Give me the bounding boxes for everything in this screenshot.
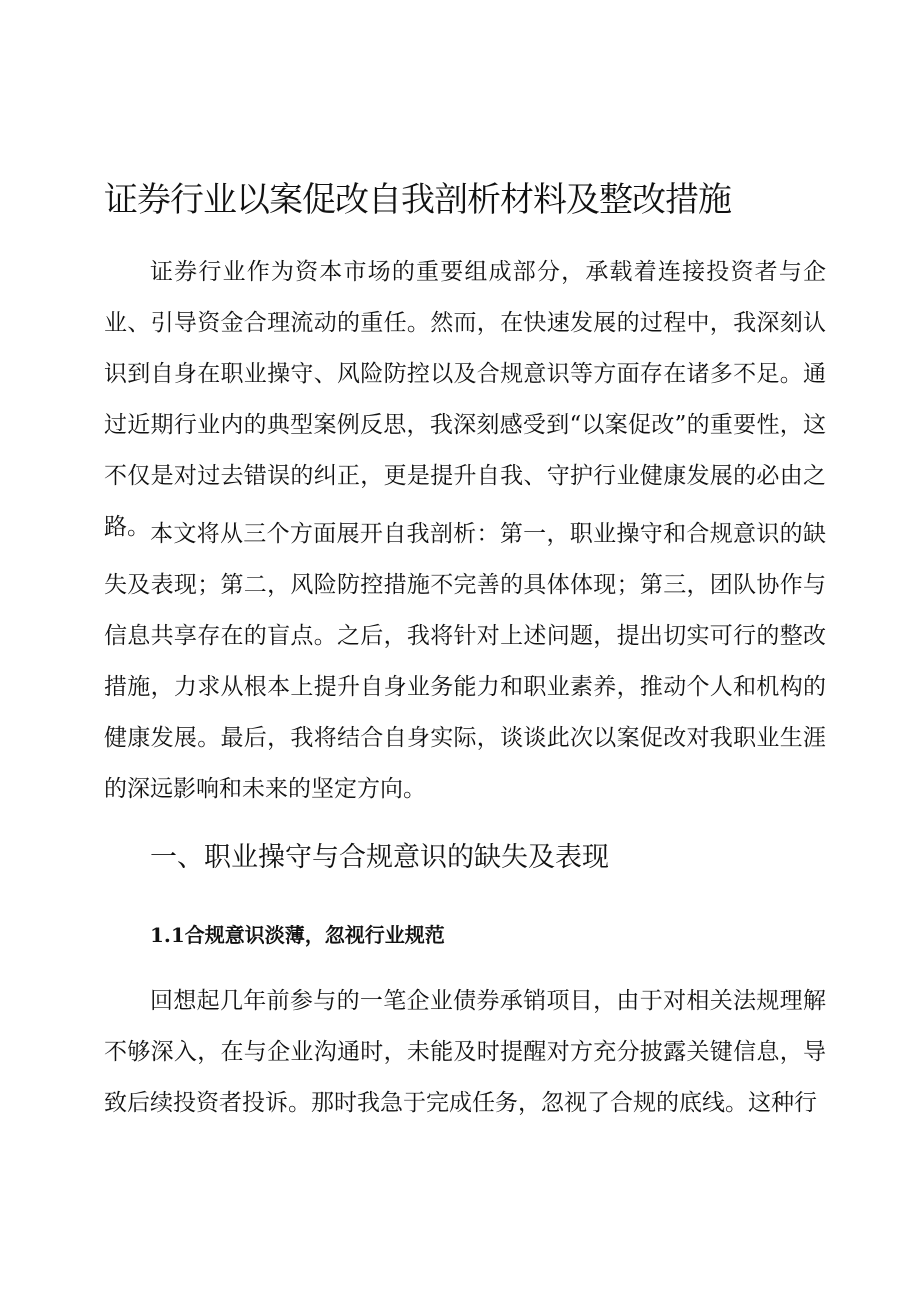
subsection-1-1-paragraph: 回想起几年前参与的一笔企业债券承销项目，由于对相关法规理解不够深入，在与企业沟通时，未能及时提醒对方充分披露关键信息，导致后续投资者投诉。那时我急于完成任务，忽视了合规的底线。这种行 [104, 988, 826, 1116]
intro-paragraph-2: 本文将从三个方面展开自我剖析：第一，职业操守和合规意识的缺失及表现；第二，风险防控措施不完善的具体体现；第三，团队协作与信息共享存在的盲点。之后，我将针对上述问题，提出切实可行的整改措施，力求从根本上提升自身业务能力和职业素养，推动个人和机构的健康发展。最后，我将结合自身实际，谈谈此次以案促改对我职业生涯的深远影响和未来的坚定方向。 [104, 521, 826, 802]
intro-paragraph-1: 证券行业作为资本市场的重要组成部分，承载着连接投资者与企业、引导资金合理流动的重任。然而，在快速发展的过程中，我深刻认识到自身在职业操守、风险防控以及合规意识等方面存在诸多不足。通过近期行业内的典型案例反思，我深刻感受到“以案促改”的重要性，这不仅是对过去错误的纠正，更是提升自我、守护行业健康发展的必由之路。 [104, 259, 826, 540]
subsection-1-1-heading: 1.1合规意识淡薄，忽视行业规范 [150, 923, 445, 947]
document-title: 证券行业以案促改自我剖析材料及整改措施 [104, 180, 731, 220]
section-1-heading: 一、职业操守与合规意识的缺失及表现 [150, 842, 609, 873]
